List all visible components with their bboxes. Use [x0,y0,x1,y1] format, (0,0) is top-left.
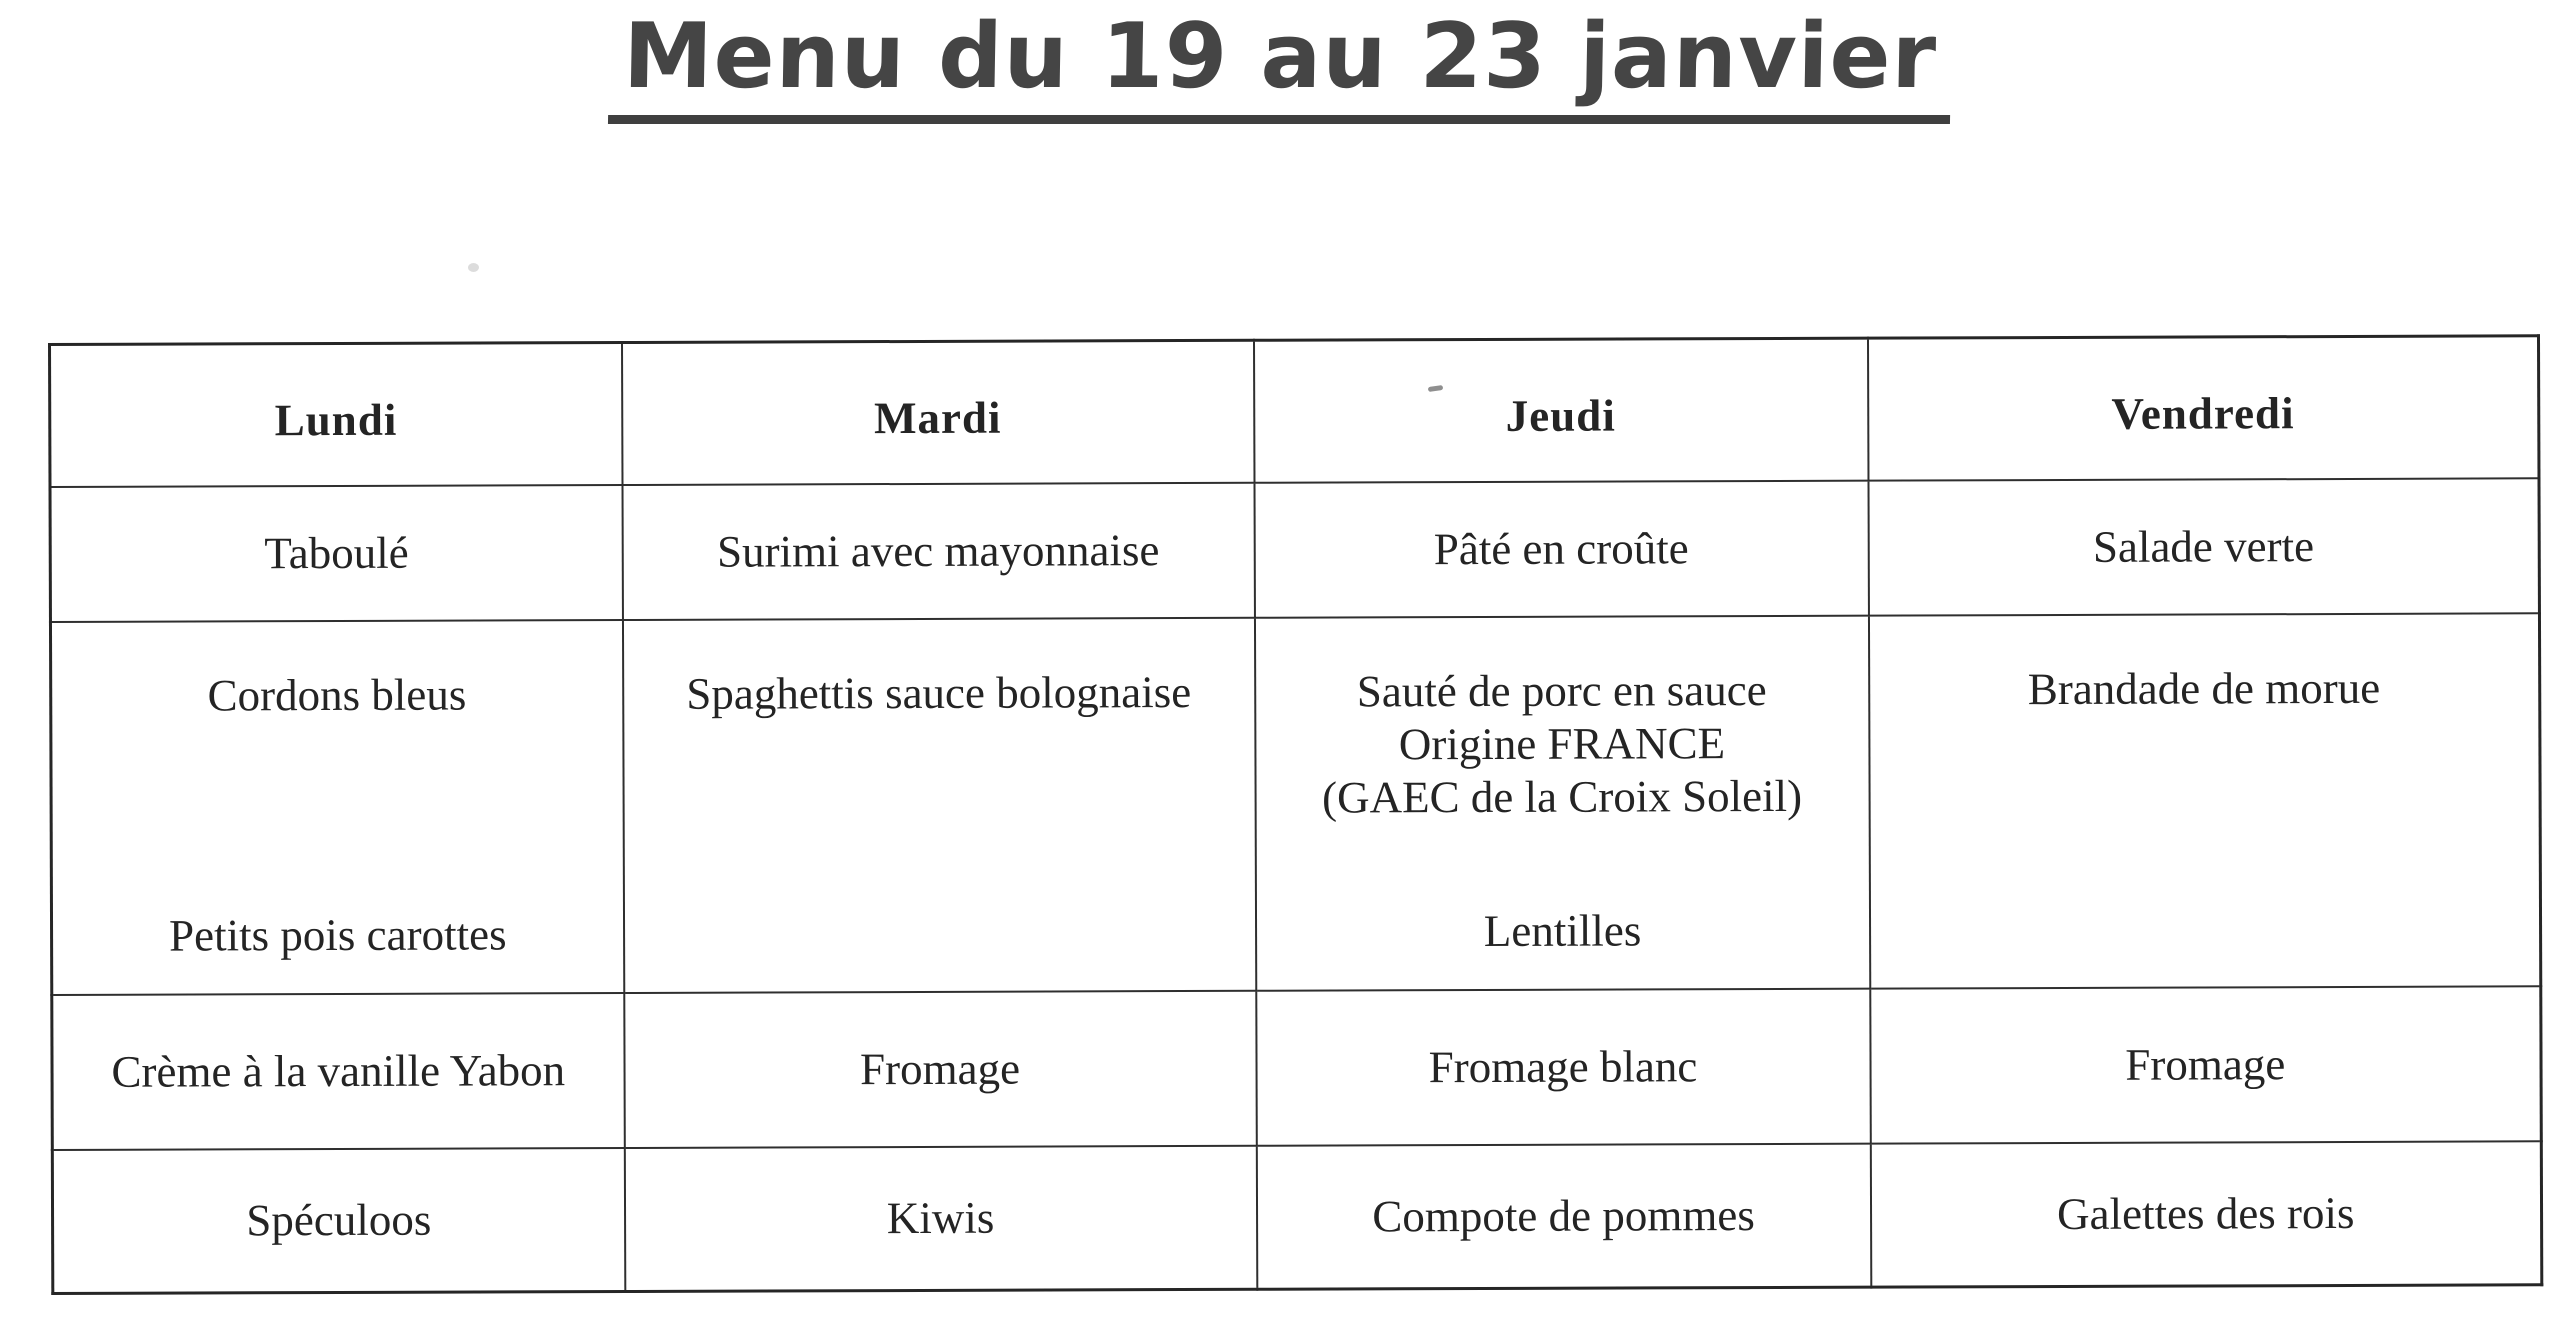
dairy-cell-vendredi [1870,986,2542,1143]
dairy-cell-mardi [624,990,1257,1147]
menu-item: Crème à la vanille Yabon [111,1045,566,1097]
header-cell-lundi [50,342,622,486]
dessert-cell-mardi [624,1145,1256,1291]
menu-item: Spéculoos [246,1194,432,1246]
starter-cell-vendredi [1868,478,2539,615]
dessert-cell-lundi [52,1147,624,1293]
starter-cell-jeudi [1254,480,1868,617]
dairy-cell-lundi [52,992,625,1149]
mains-row [50,613,2540,995]
side-dish [624,906,1254,958]
menu-item: Taboulé [264,527,409,579]
menu-item: Cordons bleus [207,669,467,720]
main-dish [1870,661,2539,716]
menu-item: Galettes des rois [2056,1188,2355,1240]
menu-item: Fromage [2125,1039,2286,1090]
main-cell-mardi [622,617,1255,992]
menu-item: Sauté de porc en sauce [1356,664,1767,716]
page-title [0,4,2560,124]
menu-item: Fromage blanc [1428,1041,1698,1093]
menu-item-producer: (GAEC de la Croix Soleil) [1322,770,1803,823]
menu-item: Surimi avec mayonnaise [716,525,1160,577]
main-dish [52,667,622,722]
menu-item: Kiwis [886,1192,995,1244]
dessert-cell-jeudi [1256,1143,1870,1289]
day-label: Lundi [274,394,398,445]
side-dish: Petits pois carottes [168,908,507,961]
starter-cell-lundi [50,484,622,621]
side-dish [1870,902,2539,954]
day-label: Jeudi [1505,390,1616,441]
main-cell-content [1869,617,2539,984]
main-cell-vendredi [1868,613,2540,988]
side-dish: Lentilles [1483,904,1642,956]
header-cell-jeudi [1253,338,1867,482]
day-label: Mardi [873,392,1002,443]
menu-item: Brandade de morue [2027,662,2381,714]
scan-speck [468,263,479,272]
menu-item: Spaghettis sauce bolognaise [686,666,1192,719]
menu-item: Compote de pommes [1372,1190,1755,1242]
main-cell-content [52,623,623,990]
day-header-row [50,336,2539,487]
starters-row [50,478,2539,622]
main-cell-jeudi [1254,615,1869,990]
weekly-menu-table [48,334,2543,1295]
main-cell-content [623,621,1254,988]
main-dish [1256,663,1869,824]
dairy-cell-jeudi [1256,988,1871,1145]
menu-item: Salade verte [2092,521,2315,572]
main-cell-lundi [50,619,623,994]
main-cell-content [1255,619,1868,986]
header-cell-vendredi [1867,336,2538,480]
dessert-cell-vendredi [1870,1141,2541,1287]
header-cell-mardi [622,340,1254,484]
starter-cell-mardi [622,482,1254,619]
desserts-row [52,1141,2541,1294]
menu-item-origin: Origine FRANCE [1398,717,1726,769]
dairy-row [52,986,2542,1150]
page-title-text: Menu du 19 au 23 janvier [608,4,1952,124]
menu-item: Fromage [859,1043,1021,1095]
day-label: Vendredi [2111,387,2295,439]
menu-item: Pâté en croûte [1433,523,1689,575]
main-dish [624,665,1254,720]
